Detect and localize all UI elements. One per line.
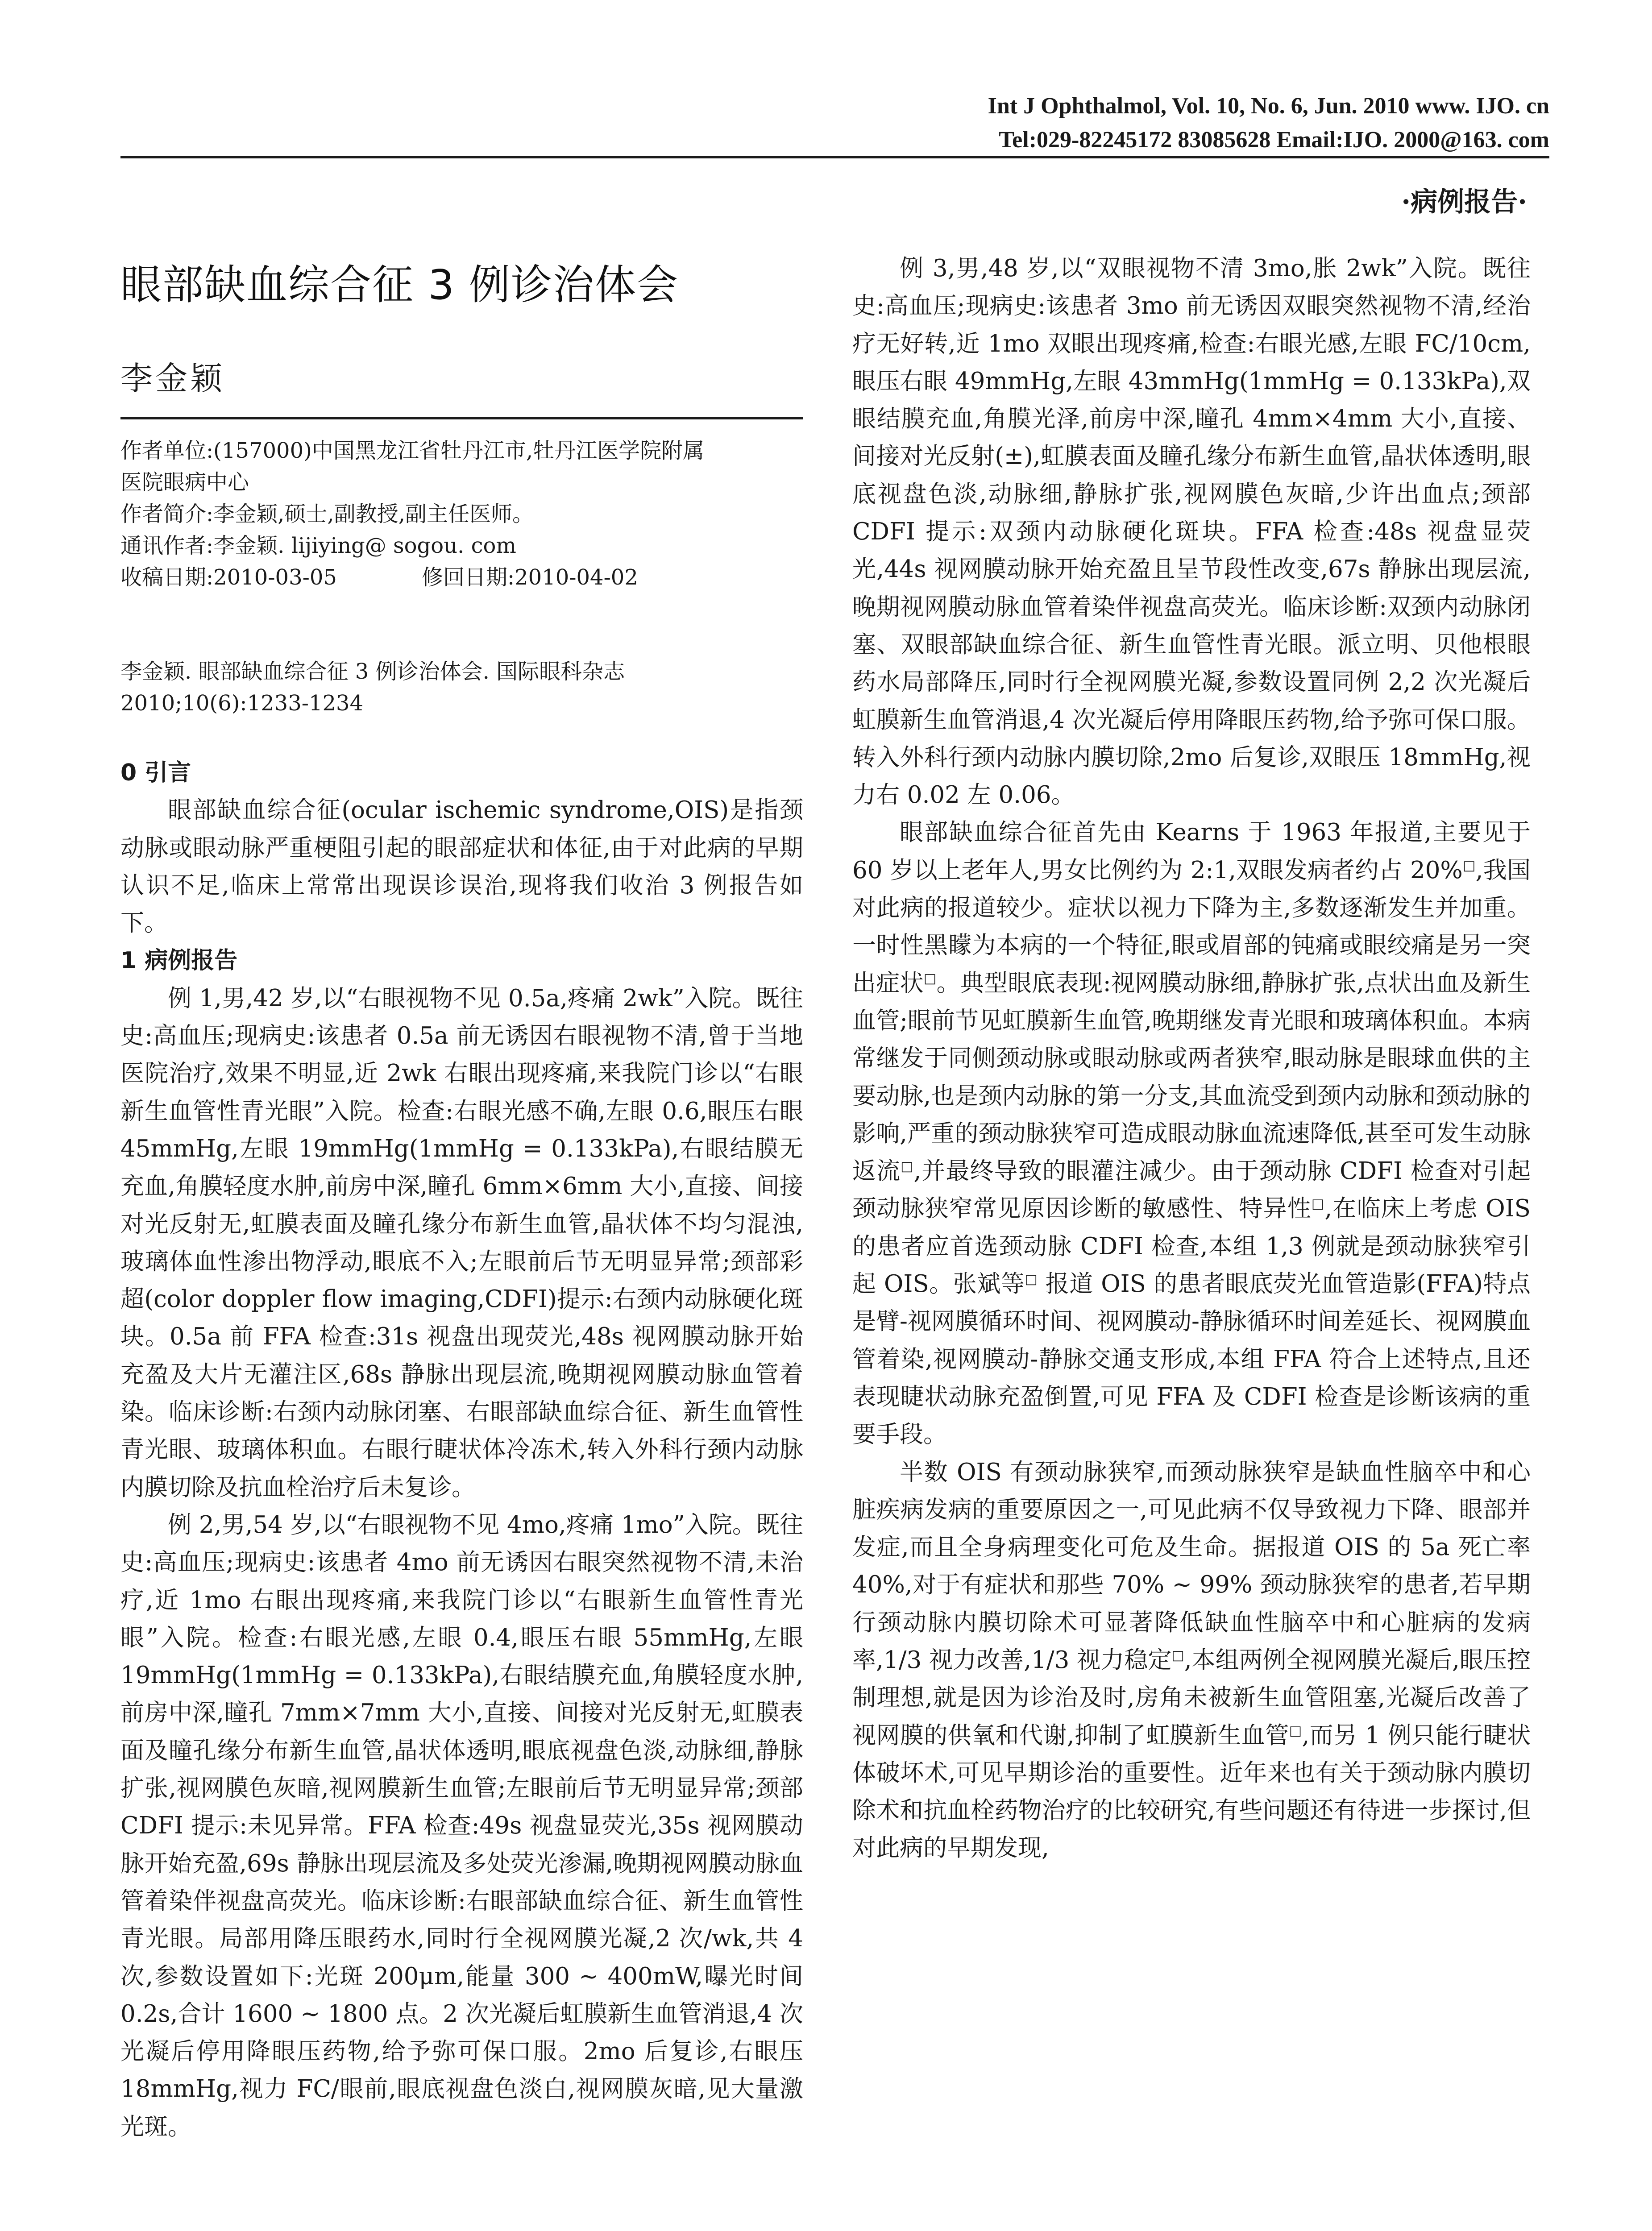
discussion-text: ,我国对此病的报道较少。症状以视力下降为主,多数逐渐发生并加重。一时性黑矇为本病的一个特征,眼或眉部的钝痛或眼绞痛是另一突出症状 [852,856,1531,997]
affiliation-line-1: 作者单位:(157000)中国黑龙江省牡丹江市,牡丹江医学院附属 [120,438,705,463]
case-2-paragraph [120,1506,803,2146]
citation-marker: □ [923,970,937,986]
author-name: 李金颖 [120,360,225,397]
header-rule [120,156,1549,158]
received-date: 收稿日期:2010-03-05 [120,565,337,590]
discussion-paragraph-2 [852,1454,1531,1867]
citation-marker: □ [1171,1647,1184,1663]
journal-info: Int J Ophthalmol, Vol. 10, No. 6, Jun. 2010 www. IJO. cn [988,93,1549,119]
discussion-text: 报道 OIS 的患者眼底荧光血管造影(FFA)特点是臂-视网膜循环时间、视网膜动-静脉循环时间差延长、视网膜血管着染,视网膜动-静脉交通支形成,本组 FFA 符合上述特点,且还表现睫状动脉充盈倒置,可见 FFA 及 CDFI 检查是诊断该病的重要手段。 [852,1270,1531,1448]
dates-line [120,562,803,593]
intro-paragraph: 眼部缺血综合征(ocular ischemic syndrome,OIS)是指颈动脉或眼动脉严重梗阻引起的眼部症状和体征,由于对此病的早期认识不足,临床上常常出现误诊误治,现将我们收治 3 例报告如下。 [120,796,803,937]
citation-marker: □ [1025,1271,1038,1287]
discussion-text: ,而另 1 例只能行睫状体破坏术,可见早期诊治的重要性。近年来也有关于颈动脉内膜切除术和抗血栓药物治疗的比较研究,有些问题还有待进一步探讨,但对此病的早期发现, [852,1721,1531,1862]
discussion-text: 眼部缺血综合征首先由 Kearns 于 1963 年报道,主要见于 60 岁以上老年人,男女比例约为 2:1,双眼发病者约占 20% [852,819,1531,884]
discussion-text: 。典型眼底表现:视网膜动脉细,静脉扩张,点状出血及新生血管;眼前节见虹膜新生血管,晚期继发青光眼和玻璃体积血。本病常继发于同侧颈动脉或眼动脉或两者狭窄,眼动脉是眼球血供的主要动脉,也是颈内动脉的第一分支,其血流受到颈内动脉和颈动脉的影响,严重的颈动脉狭窄可造成眼动脉血流速降低,甚至可发生动脉返流 [852,969,1531,1185]
correspondence: 通讯作者:李金颖. lijiying@ sogou. com [120,533,516,558]
discussion-text: ,在临床上考虑 OIS 的患者应首选颈动脉 CDFI 检查,本组 1,3 例就是颈动脉狭窄引起 OIS。张斌等 [852,1195,1531,1298]
running-header [988,89,1549,157]
paper-title: 眼部缺血综合征 3 例诊治体会 [120,261,679,309]
left-column [120,754,803,2146]
section-tag: ·病例报告· [1401,187,1527,218]
citation-marker: □ [901,1158,914,1174]
case-3-paragraph: 例 3,男,48 岁,以“双眼视物不清 3mo,胀 2wk”入院。既往史:高血压;现病史:该患者 3mo 前无诱因双眼突然视物不清,经治疗无好转,近 1mo 双眼出现疼痛,检查:右眼光感,左眼 FC/10cm,眼压右眼 49mmHg,左眼 43mmHg(1mmHg = 0.133kPa),双眼结膜充血,角膜光泽,前房中深,瞳孔 4mm×4mm 大小,直接、间接对光反射(±),虹膜表面及瞳孔缘分布新生血管,晶状体透明,眼底视盘色淡,动脉细,静脉扩张,视网膜色灰暗,少许出血点;颈部 CDFI 提示:双颈内动脉硬化斑块。FFA 检查:48s 视盘显荧光,44s 视网膜动脉开始充盈且呈节段性改变,67s 静脉出现层流,晚期视网膜动脉血管着染伴视盘高荧光。临床诊断:双颈内动脉闭塞、双眼部缺血综合征、新生血管性青光眼。派立明、贝他根眼药水局部降压,同时行全视网膜光凝,参数设置同例 2,2 次光凝后虹膜新生血管消退,4 次光凝后停用降眼压药物,给予弥可保口服。转入外科行颈内动脉内膜切除,2mo 后复诊,双眼压 18mmHg,视力右 0.02 左 0.06。 [852,255,1531,809]
discussion-text: ,本组两例全视网膜光凝后,眼压控制理想,就是因为诊治及时,房角未被新生血管阻塞,光凝后改善了视网膜的供氧和代谢,抑制了虹膜新生血管 [852,1646,1531,1749]
citation-marker: □ [1289,1722,1302,1738]
discussion-text: 半数 OIS 有颈动脉狭窄,而颈动脉狭窄是缺血性脑卒中和心脏疾病发病的重要原因之一,可见此病不仅导致视力下降、眼部并发症,而且全身病理变化可危及生命。据报道 OIS 的 5a 死亡率 40%,对于有症状和那些 70% ~ 99% 颈动脉狭窄的患者,若早期行颈动脉内膜切除术可显著降低缺血性脑卒中和心脏病的发病率,1/3 视力改善,1/3 视力稳定 [852,1458,1531,1674]
right-column [852,250,1531,1867]
title-rule [120,417,803,419]
author-bio: 作者简介:李金颖,硕士,副教授,副主任医师。 [120,502,534,527]
revised-date: 修回日期:2010-04-02 [421,565,638,590]
citation: 李金颖. 眼部缺血综合征 3 例诊治体会. 国际眼科杂志 2010;10(6):1233-1234 [120,659,625,716]
citation-marker: □ [1311,1196,1325,1212]
affiliation-line-2: 医院眼病中心 [120,470,249,495]
case-1-paragraph: 例 1,男,42 岁,以“右眼视物不见 0.5a,疼痛 2wk”入院。既往史:高血压;现病史:该患者 0.5a 前无诱因右眼视物不清,曾于当地医院治疗,效果不明显,近 2wk 右眼出现疼痛,来我院门诊以“右眼新生血管性青光眼”入院。检查:右眼光感不确,左眼 0.6,眼压右眼 45mmHg,左眼 19mmHg(1mmHg = 0.133kPa),右眼结膜无充血,角膜轻度水肿,前房中深,瞳孔 6mm×6mm 大小,直接、间接对光反射无,虹膜表面及瞳孔缘分布新生血管,晶状体不均匀混浊,玻璃体血性渗出物浮动,眼底不入;左眼前后节无明显异常;颈部彩超(color doppler flow imaging,CDFI)提示:右颈内动脉硬化斑块。0.5a 前 FFA 检查:31s 视盘出现荧光,48s 视网膜动脉开始充盈及大片无灌注区,68s 静脉出现层流,晚期视网膜动脉血管着染。临床诊断:右颈内动脉闭塞、右眼部缺血综合征、新生血管性青光眼、玻璃体积血。右眼行睫状体冷冻术,转入外科行颈内动脉内膜切除及抗血栓治疗后未复诊。 [120,984,803,1501]
citation-marker: □ [1462,858,1476,874]
discussion-paragraph-1 [852,814,1531,1453]
journal-contact: Tel:029-82245172 83085628 Email:IJO. 2000@163. com [999,127,1549,153]
case-2-text: 例 2,男,54 岁,以“右眼视物不见 4mo,疼痛 1mo”入院。既往史:高血压;现病史:该患者 4mo 前无诱因右眼突然视物不清,未治疗,近 1mo 右眼出现疼痛,来我院门诊以“右眼新生血管性青光眼”入院。检查:右眼光感,左眼 0.4,眼压右眼 55mmHg,左眼 19mmHg(1mmHg = 0.133kPa),右眼结膜充血,角膜轻度水肿,前房中深,瞳孔 7mm×7mm 大小,直接、间接对光反射无,虹膜表面及瞳孔缘分布新生血管,晶状体透明,眼底视盘色淡,动脉细,静脉扩张,视网膜色灰暗,视网膜新生血管;左眼前后节无明显异常;颈部 CDFI 提示:未见异常。FFA 检查:49s 视盘显荧光,35s 视网膜动脉开始充盈,69s 静脉出现层流及多处荧光渗漏,晚期视网膜动脉血管着染伴视盘高荧光。临床诊断:右眼部缺血综合征、新生血管性青光眼。局部用降压眼药水,同时行全视网膜光凝,2 次/wk,共 4 次,参数设置如下:光斑 200μm,能量 300 ~ 400mW,曝光时间 0.2s,合计 1600 ~ 1800 点。2 次光凝后虹膜新生血管消退,4 次光凝后停用降眼压药物,给予弥可保口服。2mo 后复诊,右眼压 18mmHg,视力 FC/眼前,眼底视盘色淡白,视网膜灰暗,见大量激光斑。 [120,1511,803,2140]
intro-heading: 0 引言 [120,759,191,786]
cases-heading: 1 病例报告 [120,947,238,975]
discussion-text: ,并最终导致的眼灌注减少。由于颈动脉 CDFI 检查对引起颈动脉狭窄常见原因诊断的敏感性、特异性 [852,1157,1531,1223]
